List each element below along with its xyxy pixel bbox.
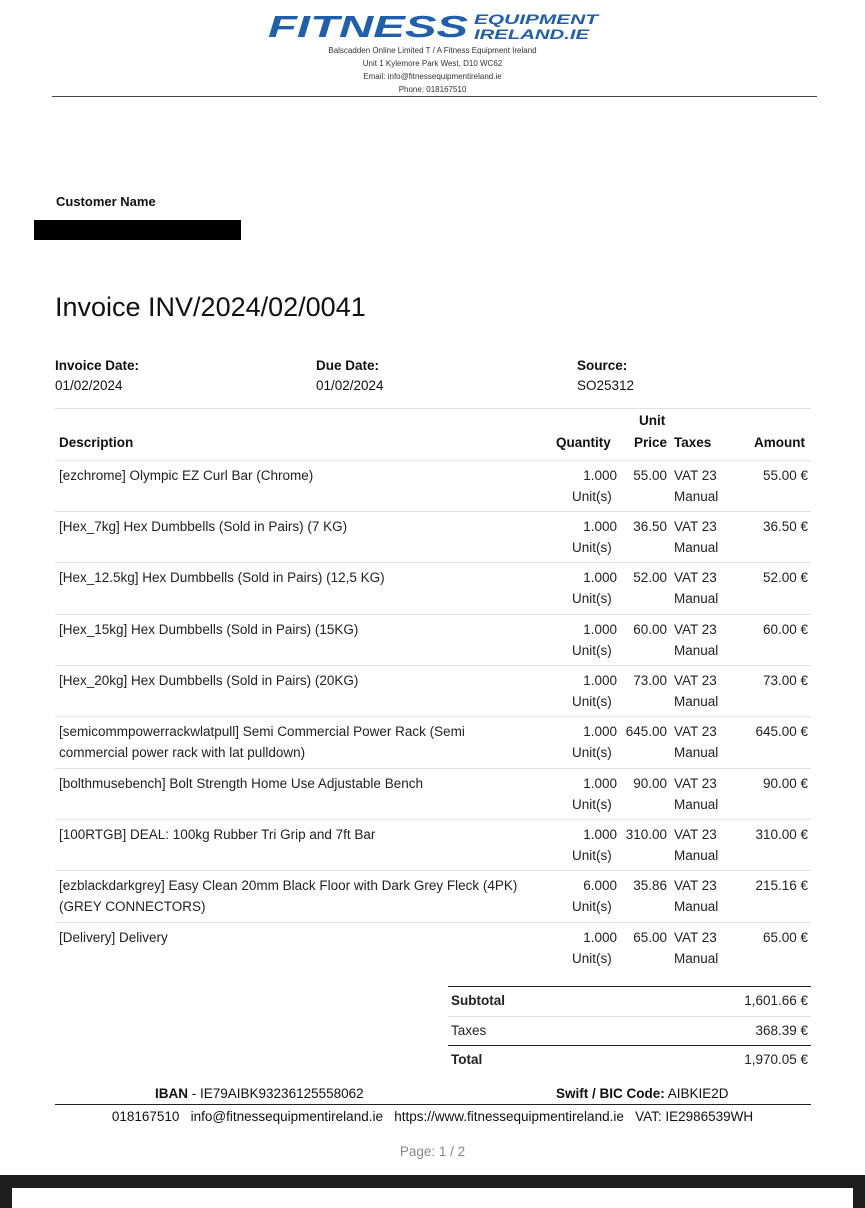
logo-tagline-2: IRELAND.IE (474, 26, 590, 42)
table-row (55, 562, 811, 614)
due-date-value: 01/02/2024 (316, 378, 384, 393)
line-tax-note: Manual (674, 694, 719, 709)
line-tax-note: Manual (674, 848, 719, 863)
col-header-amount: Amount (754, 435, 805, 450)
line-unit-price: 645.00 (625, 724, 667, 739)
line-tax: VAT 23 (674, 776, 717, 791)
iban-label: IBAN (155, 1086, 188, 1101)
line-tax: VAT 23 (674, 930, 717, 945)
taxes-label: Taxes (451, 1023, 487, 1038)
line-quantity: 1.000 (583, 776, 617, 791)
line-quantity: 1.000 (583, 930, 617, 945)
line-amount: 36.50 € (762, 519, 808, 534)
row-divider (55, 870, 811, 871)
table-row (55, 511, 811, 563)
row-divider (55, 819, 811, 820)
line-description: [semicommpowerrackwlatpull] Semi Commercial Power Rack (Semi commercial power rack with lat pulldown) (59, 724, 465, 760)
table-row (55, 922, 811, 974)
logo-tagline-1: EQUIPMENT (474, 11, 601, 27)
line-tax: VAT 23 (674, 673, 717, 688)
line-unit-price: 36.50 (633, 519, 667, 534)
col-header-taxes: Taxes (674, 435, 712, 450)
line-unit-price: 90.00 (633, 776, 667, 791)
invoice-date-value: 01/02/2024 (55, 378, 123, 393)
table-row (55, 819, 811, 871)
line-tax-note: Manual (674, 489, 719, 504)
subtotal-divider (448, 1016, 811, 1017)
line-unit: Unit(s) (572, 797, 612, 812)
line-unit: Unit(s) (572, 848, 612, 863)
invoice-date-label: Invoice Date: (55, 358, 140, 373)
line-description: [ezblackdarkgrey] Easy Clean 20mm Black Floor with Dark Grey Fleck (4PK) (GREY CONNECTORS) (59, 878, 518, 914)
line-tax-note: Manual (674, 643, 719, 658)
line-unit-price: 65.00 (633, 930, 667, 945)
taxes-value: 368.39 € (755, 1023, 808, 1038)
line-quantity: 1.000 (583, 468, 617, 483)
line-tax-note: Manual (674, 540, 719, 555)
line-description: [Hex_20kg] Hex Dumbbells (Sold in Pairs) (20KG) (59, 673, 359, 688)
line-unit: Unit(s) (572, 643, 612, 658)
footer-contact: 018167510 info@fitnessequipmentireland.ie https://www.fitnessequipmentireland.ie VAT: IE2986539WH (111, 1109, 754, 1124)
line-quantity: 1.000 (583, 570, 617, 585)
line-unit: Unit(s) (572, 745, 612, 760)
row-divider (55, 511, 811, 512)
company-phone: Phone: 018167510 (398, 85, 467, 94)
line-unit: Unit(s) (572, 899, 612, 914)
line-amount: 65.00 € (762, 930, 808, 945)
table-row (55, 716, 811, 768)
source-label: Source: (577, 358, 628, 373)
line-tax-note: Manual (674, 797, 719, 812)
table-row (55, 768, 811, 820)
source-value: SO25312 (577, 378, 635, 393)
line-description: [bolthmusebench] Bolt Strength Home Use Adjustable Bench (59, 776, 423, 791)
line-unit: Unit(s) (572, 489, 612, 504)
invoice-date-block (55, 358, 139, 393)
col-header-quantity: Quantity (556, 435, 611, 450)
logo-wordmark: FITNESS (268, 9, 469, 42)
swift-label: Swift / BIC Code: (556, 1086, 665, 1101)
line-amount: 60.00 € (762, 622, 808, 637)
line-tax-note: Manual (674, 745, 719, 760)
subtotal-label: Subtotal (451, 993, 505, 1008)
swift-line (556, 1086, 729, 1101)
line-quantity: 1.000 (583, 724, 617, 739)
col-header-unit: Unit (639, 413, 666, 428)
page-number: Page: 1 / 2 (399, 1144, 466, 1159)
line-tax: VAT 23 (674, 724, 717, 739)
iban-value: - IE79AIBK93236125558062 (188, 1086, 364, 1101)
iban-line (155, 1086, 364, 1101)
total-label: Total (451, 1052, 483, 1067)
row-divider (55, 665, 811, 666)
line-tax: VAT 23 (674, 878, 717, 893)
line-amount: 215.16 € (755, 878, 808, 893)
line-unit: Unit(s) (572, 951, 612, 966)
line-amount: 73.00 € (762, 673, 808, 688)
line-tax-note: Manual (674, 899, 719, 914)
table-row (55, 665, 811, 717)
line-quantity: 1.000 (583, 519, 617, 534)
line-unit-price: 35.86 (633, 878, 667, 893)
line-quantity: 1.000 (583, 827, 617, 842)
line-unit: Unit(s) (572, 591, 612, 606)
line-description: [Delivery] Delivery (59, 930, 168, 945)
line-quantity: 1.000 (583, 622, 617, 637)
line-amount: 645.00 € (755, 724, 808, 739)
company-address-block (0, 44, 865, 96)
source-block (577, 358, 634, 393)
line-amount: 52.00 € (762, 570, 808, 585)
redacted-customer-name (34, 220, 241, 240)
col-header-price: Price (634, 435, 668, 450)
table-row (55, 870, 811, 922)
line-description: [ezchrome] Olympic EZ Curl Bar (Chrome) (59, 468, 314, 483)
line-tax: VAT 23 (674, 570, 717, 585)
line-unit-price: 60.00 (633, 622, 667, 637)
footer-rule (55, 1104, 811, 1105)
next-page-edge (12, 1188, 853, 1208)
due-date-block (316, 358, 384, 393)
total-divider (448, 1045, 811, 1046)
company-email: Email: info@fitnessequipmentireland.ie (363, 72, 502, 81)
due-date-label: Due Date: (316, 358, 380, 373)
line-unit-price: 310.00 (625, 827, 667, 842)
row-divider (55, 922, 811, 923)
table-row (55, 614, 811, 666)
line-tax: VAT 23 (674, 827, 717, 842)
line-tax-note: Manual (674, 951, 719, 966)
company-address: Unit 1 Kylemore Park West, D10 WC62 (362, 59, 503, 68)
line-amount: 55.00 € (762, 468, 808, 483)
table-row (55, 460, 811, 512)
line-amount: 310.00 € (755, 827, 808, 842)
line-description: [100RTGB] DEAL: 100kg Rubber Tri Grip and 7ft Bar (59, 827, 376, 842)
line-tax-note: Manual (674, 591, 719, 606)
invoice-title: Invoice INV/2024/02/0041 (55, 292, 366, 322)
line-quantity: 1.000 (583, 673, 617, 688)
line-tax: VAT 23 (674, 468, 717, 483)
line-tax: VAT 23 (674, 519, 717, 534)
row-divider (55, 614, 811, 615)
totals-top-rule (448, 986, 811, 987)
total-value: 1,970.05 € (744, 1052, 808, 1067)
line-unit: Unit(s) (572, 540, 612, 555)
line-tax: VAT 23 (674, 622, 717, 637)
col-header-description: Description (59, 435, 134, 450)
line-description: [Hex_12.5kg] Hex Dumbbells (Sold in Pairs) (12,5 KG) (59, 570, 385, 585)
line-description: [Hex_7kg] Hex Dumbbells (Sold in Pairs) (7 KG) (59, 519, 348, 534)
subtotal-value: 1,601.66 € (744, 993, 808, 1008)
line-unit-price: 52.00 (633, 570, 667, 585)
line-description: [Hex_15kg] Hex Dumbbells (Sold in Pairs) (15KG) (59, 622, 359, 637)
header-divider (52, 96, 817, 97)
customer-name-label: Customer Name (56, 194, 156, 209)
row-divider (55, 768, 811, 769)
row-divider (55, 460, 811, 461)
row-divider (55, 716, 811, 717)
line-unit-price: 55.00 (633, 468, 667, 483)
company-legal-name: Balscadden Online Limited T / A Fitness Equipment Ireland (328, 46, 537, 55)
line-quantity: 6.000 (583, 878, 617, 893)
company-logo (0, 8, 865, 42)
line-unit: Unit(s) (572, 694, 612, 709)
row-divider (55, 562, 811, 563)
line-amount: 90.00 € (762, 776, 808, 791)
table-top-rule (55, 408, 811, 409)
swift-value: AIBKIE2D (664, 1086, 729, 1101)
line-unit-price: 73.00 (633, 673, 667, 688)
